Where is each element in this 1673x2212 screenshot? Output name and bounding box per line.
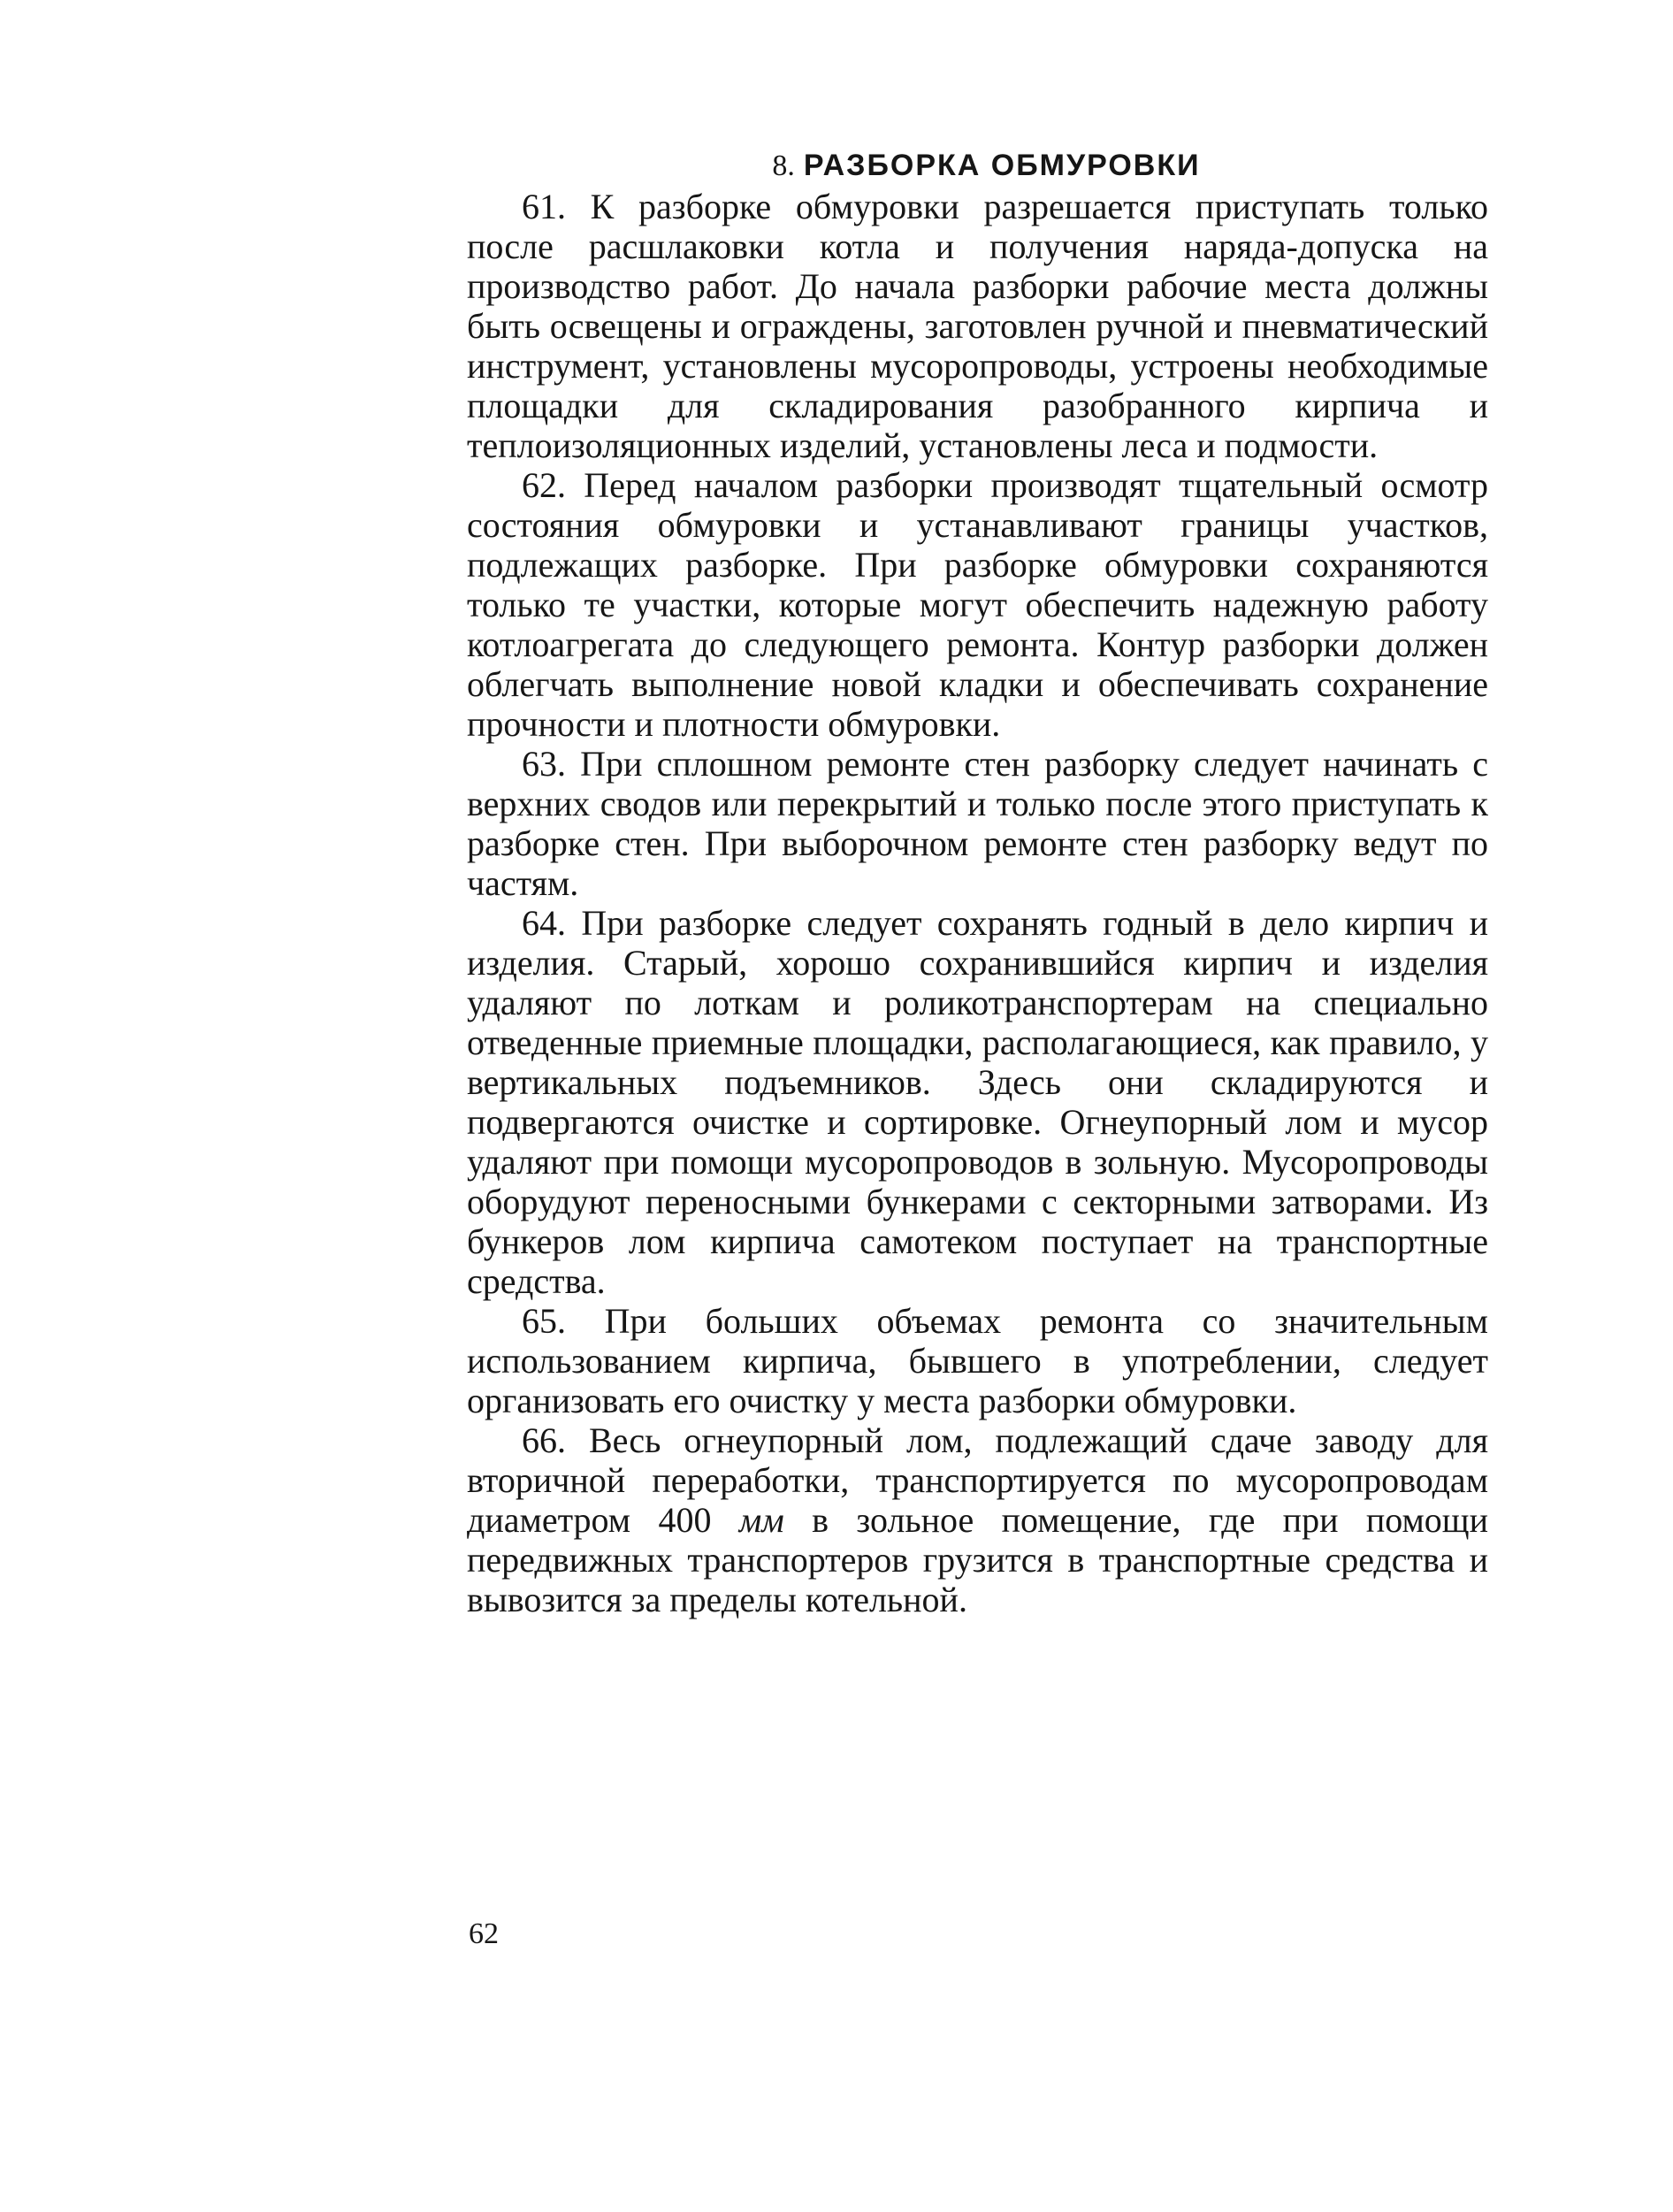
section-heading [467,149,1488,183]
paragraph-62: 62. Перед началом разборки производят тщательный осмотр состояния обмуровки и устанавливают границы участков, подлежащих разборке. При разборке обмуровки сохраняются только те участки, которые могут обеспечить надежную работу котлоагрегата до следующего ремонта. Контур разборки должен облегчать выполнение новой кладки и обеспечивать сохранение прочности и плотности обмуровки. [467,465,1488,744]
paragraph-63: 63. При сплошном ремонте стен разборку следует начинать с верхних сводов или перекрытий и только после этого приступать к разборке стен. При выборочном ремонте стен разборку ведут по частям. [467,744,1488,903]
document-page [467,149,1488,1619]
unit-mm: мм [738,1500,784,1540]
paragraph-66 [467,1420,1488,1619]
section-title: РАЗБОРКА ОБМУРОВКИ [803,149,1201,182]
paragraph-66-start: 66. Весь огнеупорный лом, подлежащий сдаче заводу для вторичной переработки, транспортируется по мусоропроводам диаметром 400 [467,1420,1488,1540]
paragraph-65: 65. При больших объемах ремонта со значительным использованием кирпича, бывшего в употреблении, следует организовать его очистку у места разборки обмуровки. [467,1301,1488,1420]
section-number: 8. [772,149,795,182]
paragraph-64: 64. При разборке следует сохранять годный в дело кирпич и изделия. Старый, хорошо сохранившийся кирпич и изделия удаляют по лоткам и роликотранспортерам на специально отведенные приемные площадки, располагающиеся, как правило, у вертикальных подъемников. Здесь они складируются и подвергаются очистке и сортировке. Огнеупорный лом и мусор удаляют при помощи мусоропроводов в зольную. Мусоропроводы оборудуют переносными бункерами с секторными затворами. Из бункеров лом кирпича самотеком поступает на транспортные средства. [467,903,1488,1301]
page-number: 62 [469,1917,499,1950]
paragraph-66-end: в зольное помещение, где при помощи передвижных транспортеров грузится в транспортные средства и вывозится за пределы котельной. [467,1500,1488,1619]
paragraph-61: 61. К разборке обмуровки разрешается приступать только после расшлаковки котла и получения наряда-допуска на производство работ. До начала разборки рабочие места должны быть освещены и ограждены, заготовлен ручной и пневматический инструмент, установлены мусоропроводы, устроены необходимые площадки для складирования разобранного кирпича и теплоизоляционных изделий, установлены леса и подмости. [467,187,1488,465]
